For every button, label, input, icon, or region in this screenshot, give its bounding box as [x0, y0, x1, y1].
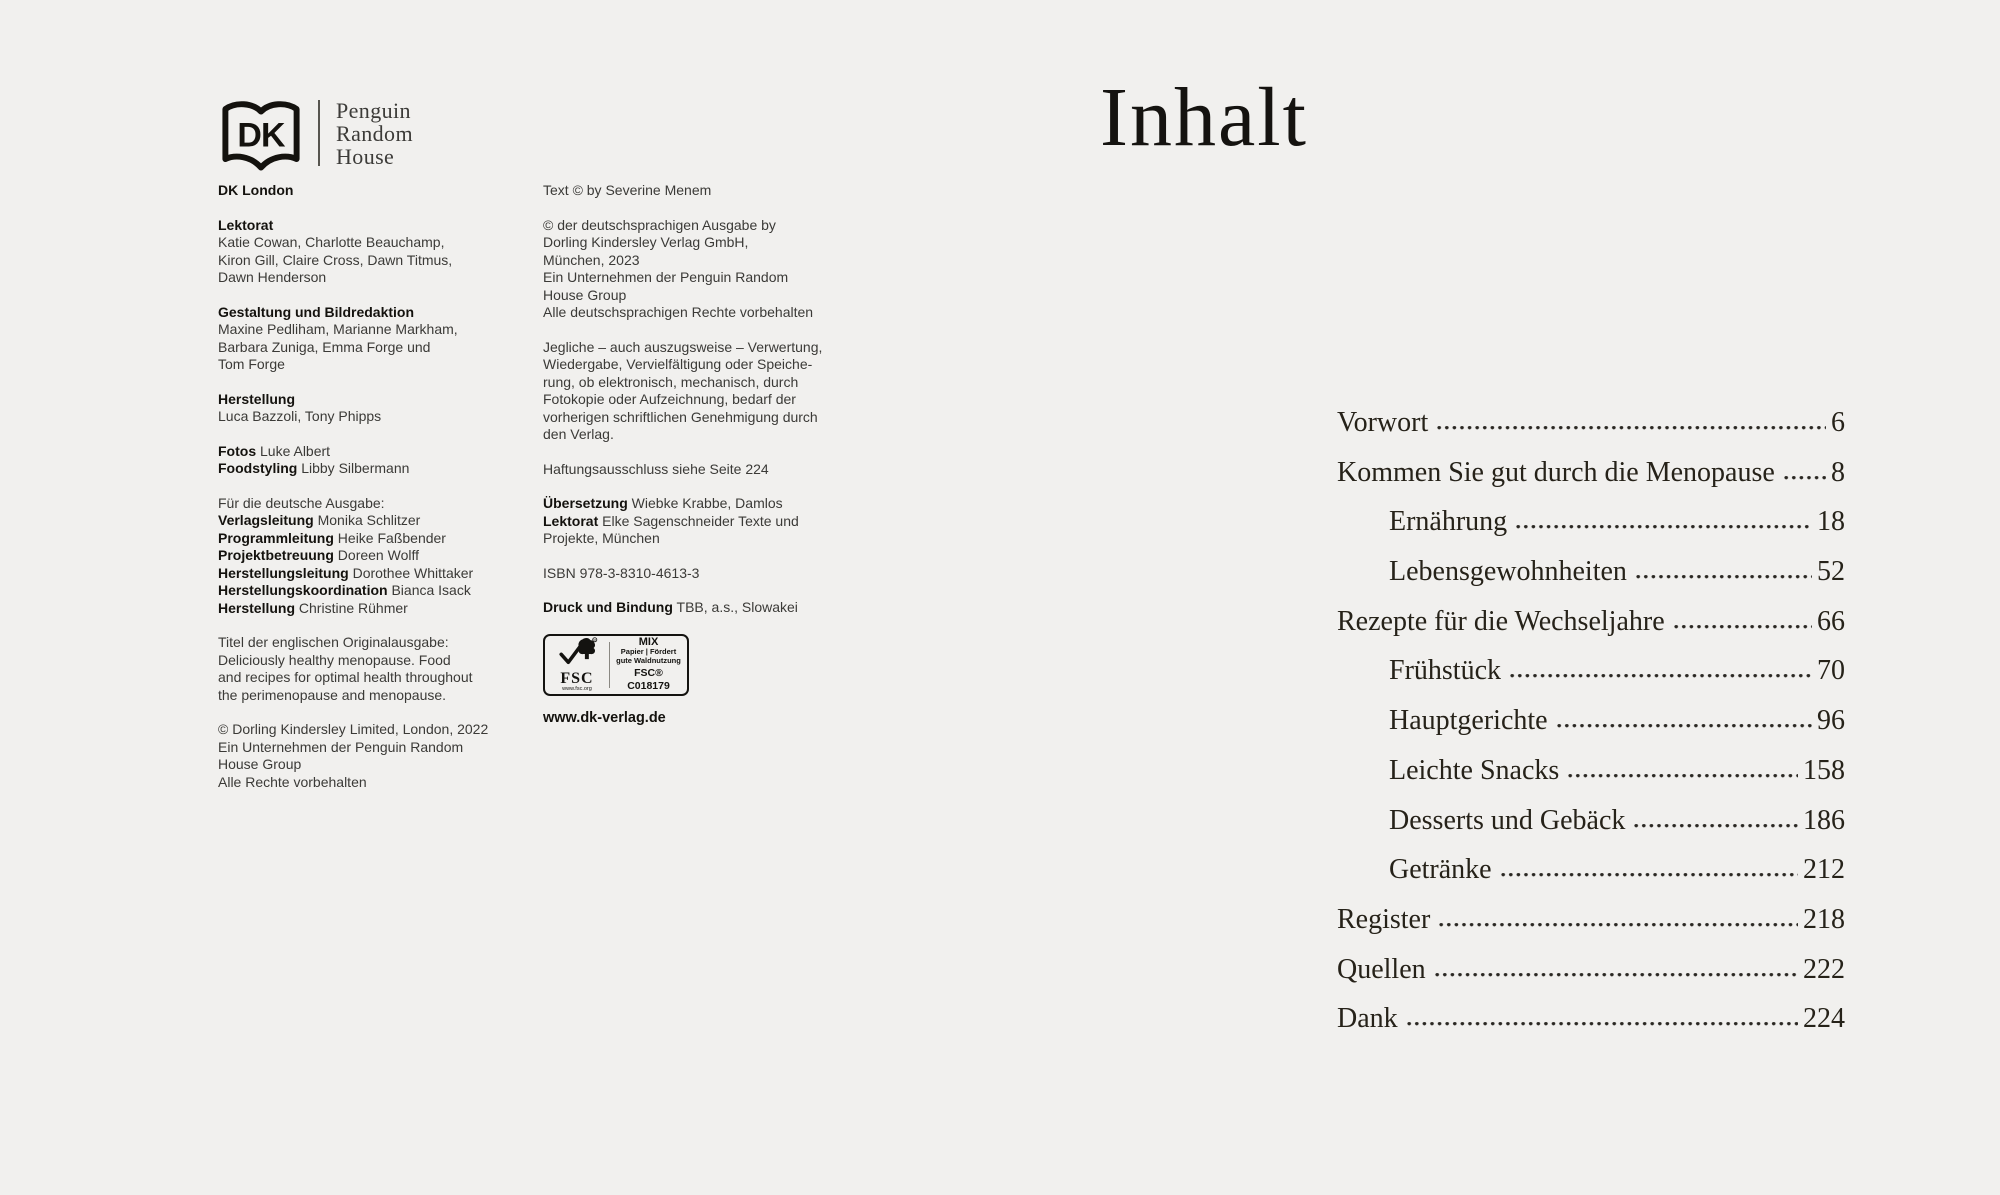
- toc-page-number: 158: [1803, 754, 1845, 786]
- toc-dot-leader: [1407, 1022, 1798, 1026]
- toc-entry-label: Frühstück: [1389, 655, 1501, 687]
- toc-entry-label: Ernährung: [1389, 506, 1508, 538]
- imprint-line: Herstellungskoordination Bianca Isack: [218, 582, 471, 598]
- toc-entry-label: Register: [1337, 903, 1431, 935]
- imprint-line: Lektorat: [218, 216, 274, 233]
- imprint-line: vorherigen schriftlichen Genehmigung durch: [543, 408, 818, 425]
- toc-entry-label: Dank: [1337, 1003, 1398, 1035]
- imprint-line: Ein Unternehmen der Penguin Random: [218, 738, 464, 755]
- publisher-line: Penguin: [336, 98, 411, 123]
- fsc-logo: [551, 637, 603, 692]
- imprint-line: Ein Unternehmen der Penguin Random: [543, 269, 789, 285]
- fsc-cert-number: FSC® C018179: [627, 667, 670, 692]
- toc-page-number: 222: [1803, 953, 1845, 985]
- toc-entry-label: Lebensgewohnheiten: [1389, 556, 1627, 588]
- toc-row: [1337, 995, 1845, 1045]
- toc-dot-leader: [1568, 774, 1798, 778]
- toc-entry-label: Quellen: [1337, 953, 1426, 985]
- imprint-line: Fotokopie oder Aufzeichnung, bedarf der: [543, 391, 796, 407]
- fsc-site: www.fsc.org: [562, 685, 592, 692]
- toc-entry-label: Rezepte für die Wechseljahre: [1337, 605, 1665, 637]
- toc-row: [1337, 896, 1845, 946]
- fsc-separator: [609, 642, 610, 688]
- toc-dot-leader: [1435, 973, 1798, 977]
- toc-dot-leader: [1634, 824, 1798, 828]
- publisher-logo: [218, 98, 413, 176]
- toc-dot-leader: [1510, 674, 1812, 678]
- publisher-wordmark: [336, 99, 413, 168]
- toc-dot-leader: [1516, 525, 1812, 529]
- toc-page-number: 18: [1817, 506, 1845, 538]
- dk-book-icon: [218, 98, 304, 176]
- toc-page-number: 8: [1831, 456, 1845, 488]
- toc-page-number: 52: [1817, 556, 1845, 588]
- toc-entry-label: Leichte Snacks: [1389, 754, 1560, 786]
- imprint-line: Haftungsausschluss siehe Seite 224: [543, 460, 769, 477]
- imprint-line: Herstellung Christine Rühmer: [218, 599, 408, 616]
- imprint-line: Foodstyling Libby Silbermann: [218, 460, 410, 476]
- imprint-block: [543, 461, 863, 479]
- toc-dot-leader: [1437, 426, 1826, 430]
- toc-dot-leader: [1636, 575, 1812, 579]
- imprint-line: © Dorling Kindersley Limited, London, 2022: [218, 721, 489, 737]
- imprint-block: [218, 304, 508, 374]
- publisher-line: House: [336, 144, 395, 169]
- imprint-block: [543, 565, 863, 583]
- toc-row: [1337, 449, 1845, 499]
- imprint-line: Projekte, München: [543, 530, 660, 546]
- toc-page-number: 212: [1803, 854, 1845, 886]
- imprint-column-2: [543, 182, 863, 727]
- imprint-line: rung, ob elektronisch, mechanisch, durch: [543, 373, 799, 390]
- imprint-line: Projektbetreuung Doreen Wolff: [218, 547, 419, 563]
- fsc-certification-mark: [543, 634, 689, 696]
- imprint-line: Fotos Luke Albert: [218, 442, 331, 459]
- toc-row: [1337, 498, 1845, 548]
- imprint-line: Jegliche – auch auszugsweise – Verwertung,: [543, 338, 823, 355]
- imprint-block: [218, 443, 508, 478]
- logo-divider: [318, 100, 320, 166]
- toc-page-number: 70: [1817, 655, 1845, 687]
- publisher-line: Random: [336, 121, 413, 146]
- imprint-line: Alle Rechte vorbehalten: [218, 773, 367, 790]
- imprint-line: House Group: [543, 286, 627, 303]
- toc-row: [1337, 846, 1845, 896]
- toc-row: [1337, 747, 1845, 797]
- imprint-line: Maxine Pedliham, Marianne Markham,: [218, 321, 458, 337]
- toc-dot-leader: [1439, 923, 1798, 927]
- imprint-block: [543, 182, 863, 200]
- toc-page-number: 96: [1817, 705, 1845, 737]
- fsc-mix-label: MIX: [638, 636, 659, 648]
- imprint-line: and recipes for optimal health throughout: [218, 669, 473, 685]
- imprint-line: ISBN 978-3-8310-4613-3: [543, 564, 700, 581]
- fsc-details: [616, 636, 681, 693]
- toc-entry-label: Desserts und Gebäck: [1389, 804, 1626, 836]
- imprint-line: Herstellungsleitung Dorothee Whittaker: [218, 564, 474, 581]
- imprint-line: Verlagsleitung Monika Schlitzer: [218, 512, 421, 528]
- imprint-block: [218, 495, 508, 618]
- imprint-block: [218, 182, 508, 200]
- fsc-paper-line-2: gute Waldnutzung: [616, 655, 681, 665]
- toc-entry-label: Kommen Sie gut durch die Menopause: [1337, 456, 1775, 488]
- imprint-block: [218, 391, 508, 426]
- imprint-block: [218, 721, 508, 791]
- toc-entry-label: Getränke: [1389, 854, 1492, 886]
- imprint-line: Druck und Bindung TBB, a.s., Slowakei: [543, 599, 798, 615]
- imprint-line: Wiedergabe, Vervielfältigung oder Speiche-: [543, 356, 813, 372]
- toc-row: [1337, 598, 1845, 648]
- imprint-line: Alle deutschsprachigen Rechte vorbehalten: [543, 304, 814, 320]
- imprint-line: the perimenopause and menopause.: [218, 686, 447, 703]
- toc-row: [1337, 797, 1845, 847]
- toc-dot-leader: [1557, 724, 1812, 728]
- imprint-line: House Group: [218, 756, 302, 772]
- imprint-line: Für die deutsche Ausgabe:: [218, 494, 385, 511]
- imprint-line: Kiron Gill, Claire Cross, Dawn Titmus,: [218, 251, 453, 268]
- imprint-line: Katie Cowan, Charlotte Beauchamp,: [218, 234, 445, 250]
- imprint-line: Titel der englischen Originalausgabe:: [218, 634, 449, 650]
- toc-dot-leader: [1501, 873, 1798, 877]
- toc-page-number: 224: [1803, 1003, 1845, 1035]
- imprint-block: [543, 599, 863, 617]
- imprint-line: Lektorat Elke Sagenschneider Texte und: [543, 512, 799, 529]
- fsc-tree-check-icon: [555, 637, 599, 667]
- toc-page-number: 218: [1803, 903, 1845, 935]
- imprint-line: © der deutschsprachigen Ausgabe by: [543, 216, 776, 233]
- imprint-block: [218, 634, 508, 704]
- toc-row: [1337, 548, 1845, 598]
- toc-page-number: 186: [1803, 804, 1845, 836]
- toc-dot-leader: [1674, 625, 1812, 629]
- table-of-contents: [1337, 399, 1845, 1045]
- imprint-line: Dorling Kindersley Verlag GmbH,: [543, 234, 749, 250]
- toc-row: [1337, 697, 1845, 747]
- imprint-line: Programmleitung Heike Faßbender: [218, 529, 446, 546]
- imprint-line: DK London: [218, 182, 294, 198]
- toc-row: [1337, 399, 1845, 449]
- toc-entry-label: Vorwort: [1337, 407, 1429, 438]
- imprint-line: Luca Bazzoli, Tony Phipps: [218, 408, 382, 424]
- page-title: Inhalt: [1100, 71, 1308, 164]
- imprint-line: den Verlag.: [543, 426, 614, 442]
- imprint-block: [218, 217, 508, 287]
- fsc-word: FSC: [560, 669, 594, 687]
- toc-row: [1337, 647, 1845, 697]
- toc-page-number: 66: [1817, 605, 1845, 637]
- svg-text:DK: DK: [237, 116, 285, 155]
- imprint-line: Deliciously healthy menopause. Food: [218, 651, 451, 668]
- toc-dot-leader: [1784, 476, 1826, 480]
- imprint-block: [543, 495, 863, 548]
- imprint-line: Übersetzung Wiebke Krabbe, Damlos: [543, 495, 783, 511]
- publisher-website: www.dk-verlag.de: [543, 709, 666, 726]
- imprint-line: Barbara Zuniga, Emma Forge und: [218, 338, 431, 355]
- imprint-line: Tom Forge: [218, 356, 285, 372]
- imprint-line: Dawn Henderson: [218, 269, 327, 285]
- toc-row: [1337, 946, 1845, 996]
- imprint-line: Gestaltung und Bildredaktion: [218, 303, 415, 320]
- svg-text:R: R: [593, 638, 597, 643]
- imprint-line: Herstellung: [218, 390, 296, 407]
- toc-page-number: 6: [1831, 407, 1845, 438]
- imprint-line: München, 2023: [543, 251, 640, 268]
- imprint-line: Text © by Severine Menem: [543, 182, 712, 198]
- fsc-paper-line-1: Papier | Fördert: [620, 647, 677, 656]
- imprint-block: [543, 217, 863, 322]
- imprint-block: [543, 339, 863, 444]
- imprint-column-1: [218, 182, 508, 808]
- imprint-column-2-text: [543, 182, 863, 617]
- toc-entry-label: Hauptgerichte: [1389, 705, 1548, 737]
